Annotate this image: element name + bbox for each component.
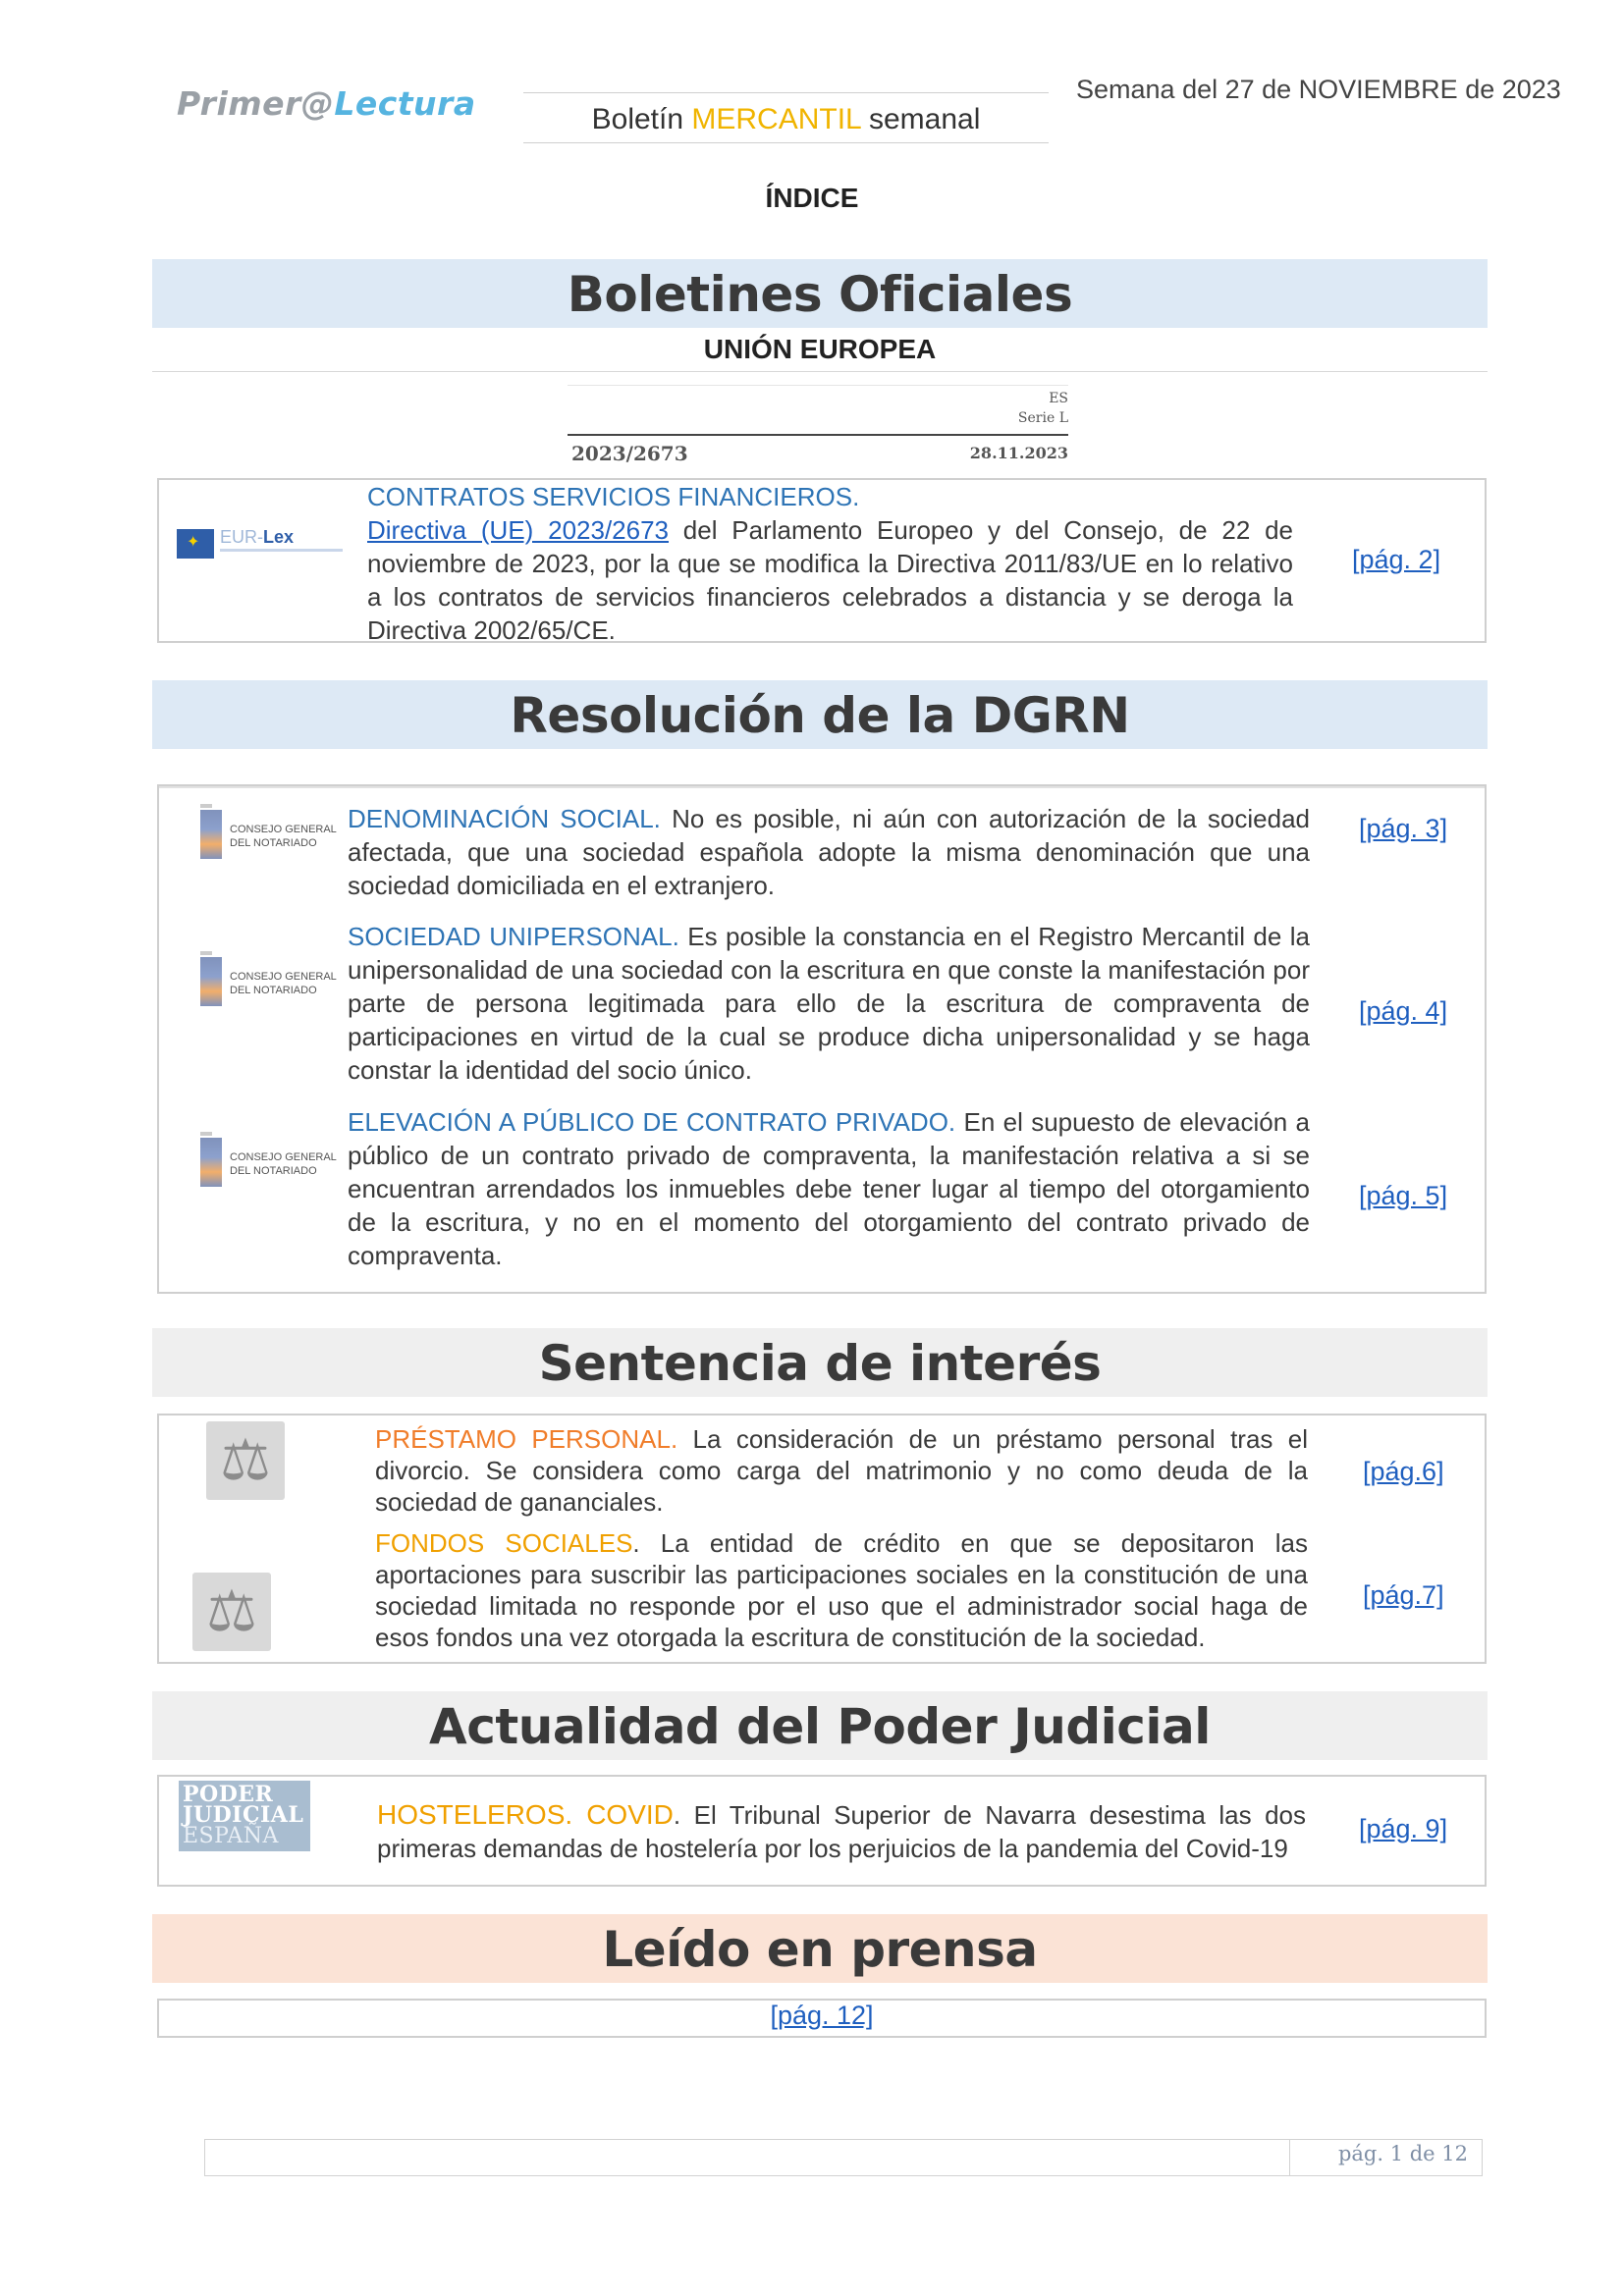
page-link-7[interactable]: [pág.7]: [1363, 1580, 1444, 1610]
eur-lex-icon: ✦ EUR-Lex: [177, 525, 346, 564]
entry-text: del Parlamento Europeo y del Consejo, de 22 de noviembre de 2023, por la que se modifica la Directiva 2011/83/UE en lo relativo a los contratos de servicios financieros celebrados a distancia y se deroga la Directiva 2002/65/CE.: [367, 515, 1293, 645]
page-link-6[interactable]: [pág.6]: [1363, 1457, 1444, 1486]
entry-contratos-servicios-financieros: [367, 480, 1293, 647]
oj-date: 28.11.2023: [969, 444, 1068, 462]
dgrn-entries-box: [157, 784, 1487, 1294]
notariado-icon: [200, 804, 337, 869]
page-link-2[interactable]: [pág. 2]: [1352, 545, 1441, 574]
notariado-icon-line2: DEL NOTARIADO: [230, 1165, 317, 1177]
entry-text: . El Tribunal Superior de Navarra desestima las dos primeras demandas de hostelería por los perjuicios de la pandemia del Covid-19: [377, 1800, 1306, 1863]
notariado-icon-line1: CONSEJO GENERAL: [230, 1151, 337, 1163]
official-journal-header: [568, 385, 1068, 469]
section-leido-en-prensa: Leído en prensa: [152, 1914, 1488, 1983]
page-link-5[interactable]: [pág. 5]: [1359, 1181, 1448, 1210]
oj-number: 2023/2673: [571, 442, 688, 465]
page-link-4[interactable]: [pág. 4]: [1359, 996, 1448, 1026]
index-title: ÍNDICE: [765, 183, 859, 213]
entry-text: . La entidad de crédito en que se depositaron las aportaciones para suscribir las participaciones sociales en la constitución de una sociedad limitada no responde por el uso que el administrador social haga de esos fondos una vez otorgada la escritura de constitución de la sociedad.: [375, 1528, 1308, 1652]
scales-of-justice-icon: [192, 1573, 271, 1651]
notariado-icon: [200, 951, 337, 1016]
bulletin-title-post: semanal: [860, 103, 981, 135]
page-number: pág. 1 de 12: [1337, 2142, 1468, 2165]
oj-serie: Serie L: [1017, 410, 1068, 426]
entry-text: No es posible, ni aún con autorización de la sociedad afectada, que una sociedad española adopte la misma denominación que una sociedad domiciliada en el extranjero.: [348, 804, 1311, 900]
week-label: Semana del 27 de NOVIEMBRE de 2023: [1076, 75, 1561, 104]
entry-heading: PRÉSTAMO PERSONAL.: [375, 1424, 678, 1454]
entry-sociedad-unipersonal: [348, 920, 1310, 1087]
section-poder-judicial: Actualidad del Poder Judicial: [152, 1691, 1488, 1760]
notariado-icon: [200, 1132, 337, 1197]
prensa-entry-box: [157, 1999, 1487, 2038]
entry-elevacion-publico: [348, 1105, 1310, 1272]
section-sentencia-interes: Sentencia de interés: [152, 1328, 1488, 1397]
bulletin-title: [523, 92, 1049, 143]
scales-of-justice-icon: [206, 1421, 285, 1500]
logo-text-lectura: Lectura: [334, 84, 476, 123]
page-link-3[interactable]: [pág. 3]: [1359, 814, 1448, 843]
entry-heading: FONDOS SOCIALES: [375, 1528, 633, 1558]
oj-language-serie: [1018, 389, 1068, 428]
notariado-icon-line2: DEL NOTARIADO: [230, 985, 317, 996]
entry-heading: SOCIEDAD UNIPERSONAL.: [348, 922, 679, 951]
bulletin-title-pre: Boletín: [591, 103, 692, 135]
notariado-icon-line1: CONSEJO GENERAL: [230, 971, 337, 983]
pj-logo-line2: JUDICIAL: [183, 1802, 304, 1828]
sentencia-entries-box: [157, 1414, 1487, 1664]
pj-logo-line3: ESPAÑA: [183, 1824, 279, 1848]
bulletin-title-highlight: MERCANTIL: [691, 103, 861, 135]
logo-text-primer: Primer@: [177, 84, 335, 123]
poder-judicial-entry-box: [157, 1775, 1487, 1887]
page-link-12[interactable]: [pág. 12]: [770, 2001, 874, 2030]
entry-fondos-sociales: [375, 1527, 1308, 1653]
section-boletines-oficiales: Boletines Oficiales: [152, 259, 1488, 328]
subsection-union-europea: UNIÓN EUROPEA: [152, 334, 1488, 372]
poder-judicial-logo-icon: [179, 1781, 310, 1851]
entry-heading: HOSTELEROS. COVID: [377, 1799, 674, 1830]
section-resolucion-dgrn: Resolución de la DGRN: [152, 680, 1488, 749]
notariado-icon-line2: DEL NOTARIADO: [230, 837, 317, 849]
entry-text: Es posible la constancia en el Registro Mercantil de la unipersonalidad de una sociedad con la escritura en que conste la manifestación por parte de persona legitimada para ello de la escritura de compraventa de participaciones en virtud de la cual se produce dicha unipersonalidad y se haga constar la identidad del socio único.: [348, 922, 1310, 1085]
entry-heading: ELEVACIÓN A PÚBLICO DE CONTRATO PRIVADO.: [348, 1107, 956, 1137]
page-footer: [204, 2139, 1483, 2176]
entry-denominacion-social: [348, 802, 1310, 902]
entry-text: La consideración de un préstamo personal tras el divorcio. Se considera como carga del matrimonio y no como deuda de la sociedad de gananciales.: [375, 1424, 1309, 1517]
page-link-9[interactable]: [pág. 9]: [1359, 1814, 1448, 1843]
primera-lectura-logo: [177, 84, 476, 123]
entry-heading: DENOMINACIÓN SOCIAL.: [348, 804, 661, 833]
entry-hosteleros-covid: [377, 1798, 1306, 1865]
notariado-icon-line1: CONSEJO GENERAL: [230, 824, 337, 835]
oj-language: ES: [1049, 391, 1068, 406]
entry-heading: CONTRATOS SERVICIOS FINANCIEROS.: [367, 482, 860, 511]
pj-logo-line1: PODER: [183, 1782, 274, 1807]
entry-text: En el supuesto de elevación a público de un contrato privado de compraventa, la manifestación relativa a si se encuentran arrendados los inmuebles debe tener lugar al tiempo del otorgamiento de la escritura, y no en el momento del otorgamiento del contrato privado de compraventa.: [348, 1107, 1310, 1270]
boletines-entry-box: [157, 478, 1487, 643]
entry-prestamo-personal: [375, 1423, 1308, 1518]
directiva-link[interactable]: Directiva (UE) 2023/2673: [367, 515, 670, 545]
